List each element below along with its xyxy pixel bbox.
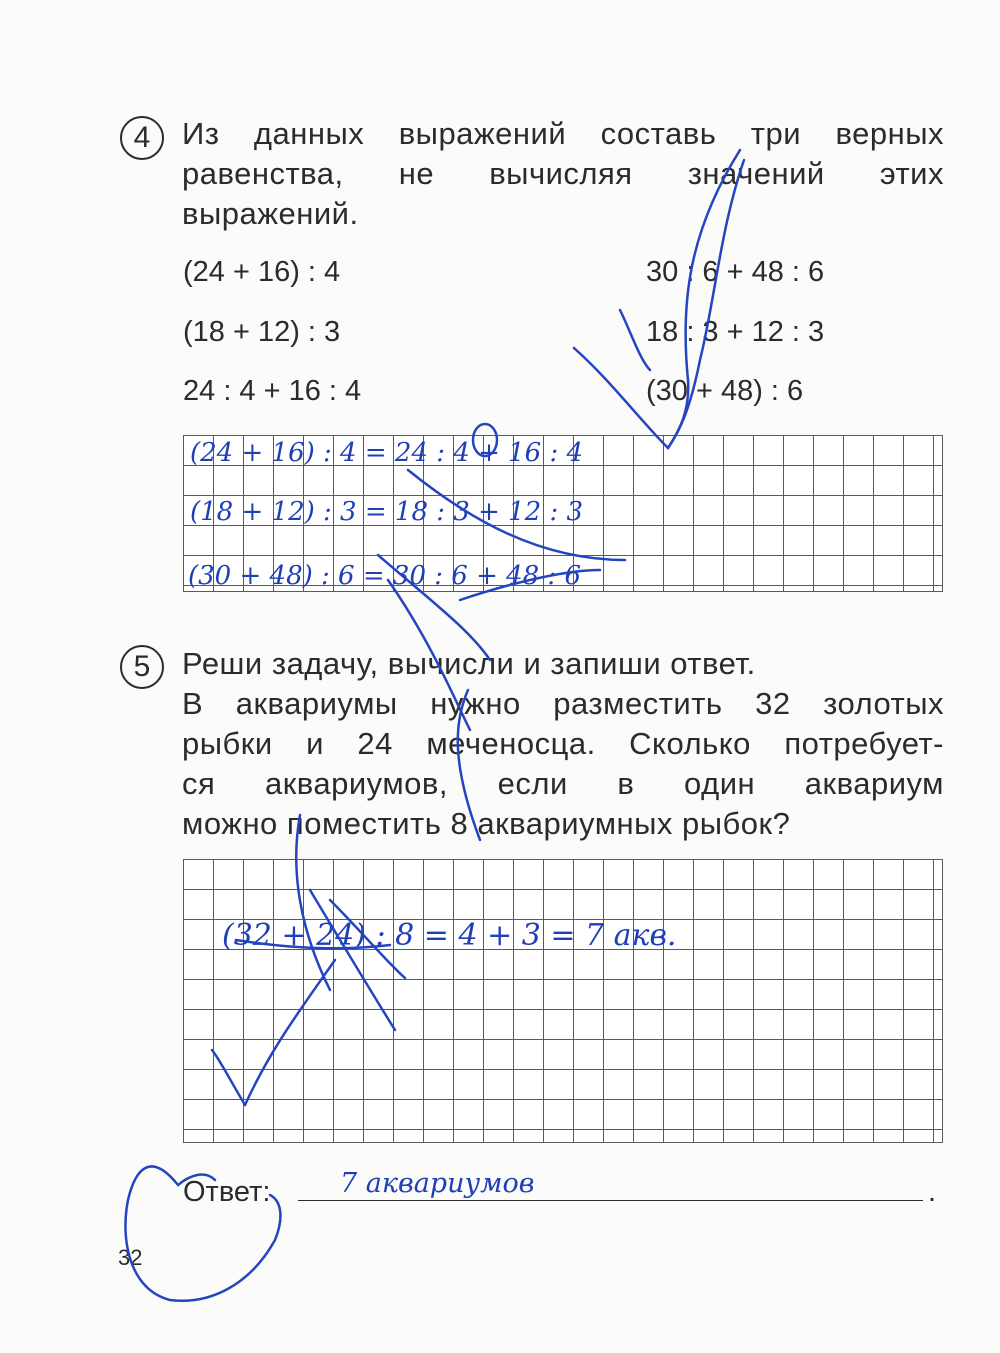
handwritten-answer: 7 аквариумов xyxy=(340,1168,535,1199)
task-4-number: 4 xyxy=(120,116,164,160)
task-5-line-3: рыбки и 24 меченосца. Сколько потребует- xyxy=(182,726,944,761)
page-number: 32 xyxy=(118,1245,143,1270)
task-4-line-1: Из данных выражений составь три верных xyxy=(182,116,944,151)
task-5-line-2: В аквариумы нужно разместить 32 золотых xyxy=(182,686,944,721)
expression-right-1: 30 : 6 + 48 : 6 xyxy=(646,256,825,288)
answer-period: . xyxy=(928,1176,937,1208)
expression-left-1: (24 + 16) : 4 xyxy=(183,256,341,288)
handwritten-equality-1: (24 + 16) : 4 = 24 : 4 + 16 : 4 xyxy=(190,438,584,468)
expression-left-2: (18 + 12) : 3 xyxy=(183,316,341,348)
handwritten-equality-2: (18 + 12) : 3 = 18 : 3 + 12 : 3 xyxy=(190,497,584,527)
task-4-line-3: выражений. xyxy=(182,196,359,231)
task-5-line-1: Реши задачу, вычисли и запиши ответ. xyxy=(182,646,756,681)
answer-label: Ответ: xyxy=(183,1176,271,1208)
task-4-line-2: равенства, не вычисляя значений этих xyxy=(182,156,944,191)
handwritten-equality-3: (30 + 48) : 6 = 30 : 6 + 48 : 6 xyxy=(188,561,582,591)
task-5-line-5: можно поместить 8 аквариумных рыбок? xyxy=(182,806,791,841)
expression-left-3: 24 : 4 + 16 : 4 xyxy=(183,375,362,407)
task-5-number: 5 xyxy=(120,645,164,689)
expression-right-2: 18 : 3 + 12 : 3 xyxy=(646,316,825,348)
handwritten-solution: (32 + 24) : 8 = 4 + 3 = 7 акв. xyxy=(222,918,677,953)
expression-right-3: (30 + 48) : 6 xyxy=(646,375,804,407)
task-5-line-4: ся аквариумов, если в один аквариум xyxy=(182,766,944,801)
